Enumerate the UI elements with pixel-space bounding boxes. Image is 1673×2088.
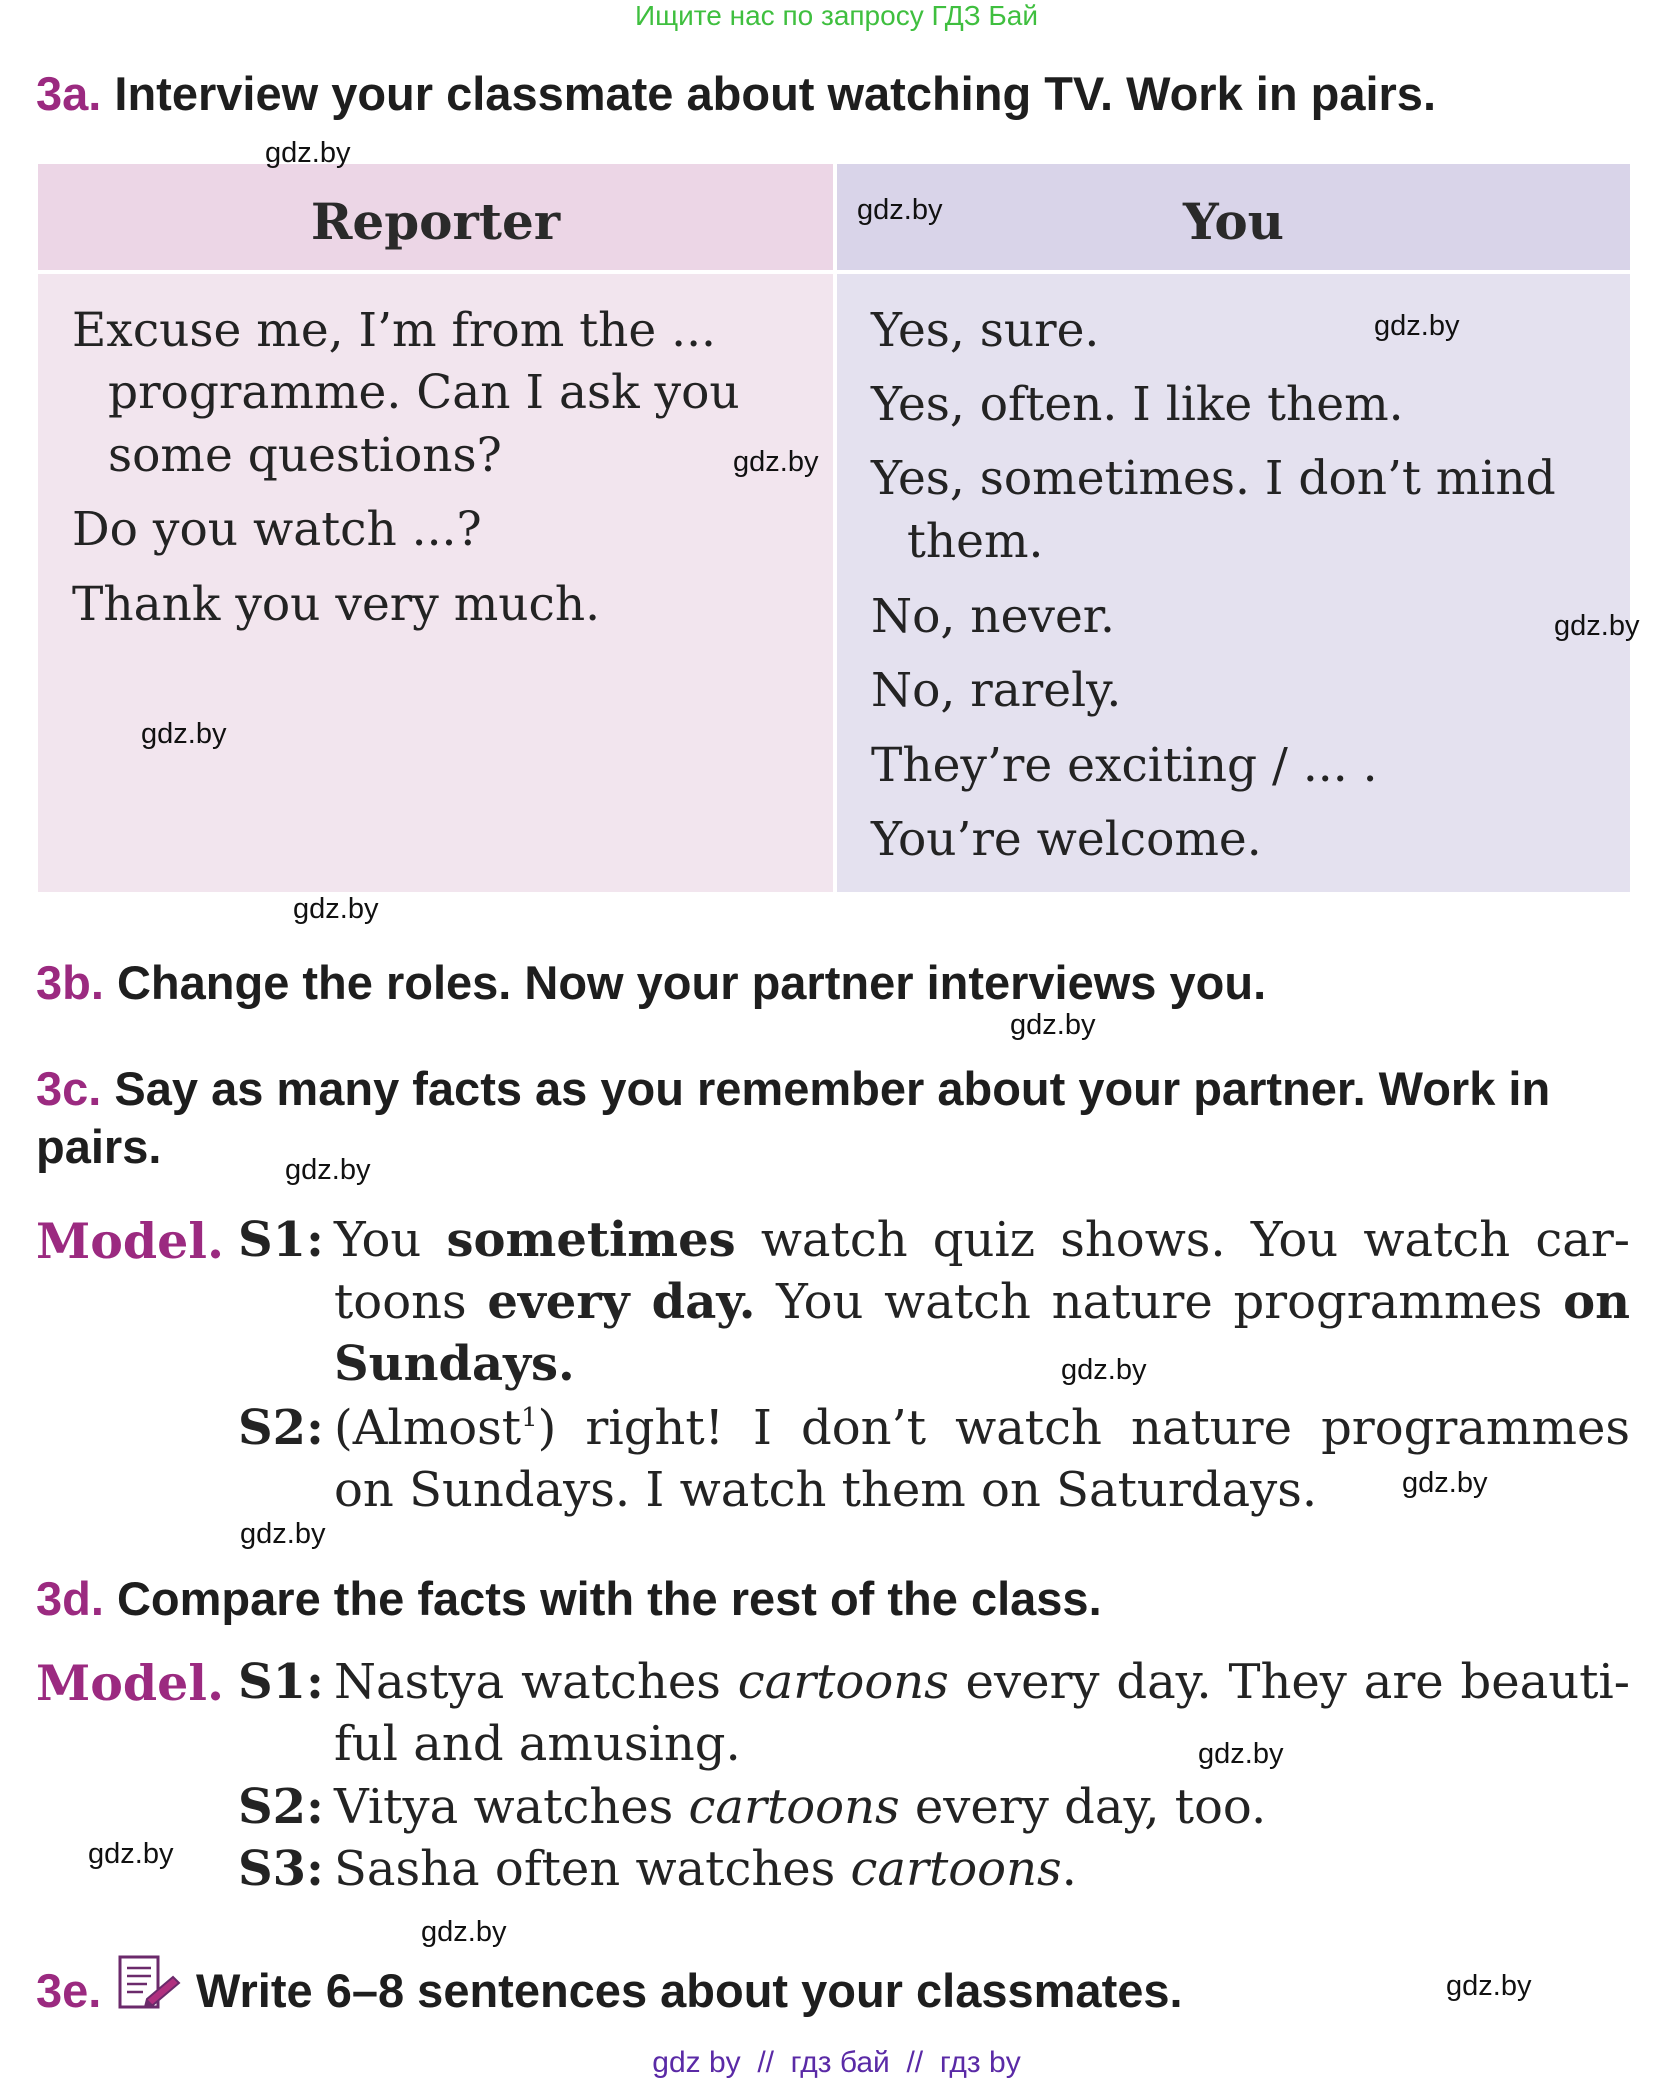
exercise-instruction: Change the roles. Now your partner interviews you. [116,956,1267,1009]
you-line: Yes, sometimes. I don’t mind [871,451,1556,506]
exercise-number: 3d. [36,1572,104,1625]
you-header-cell [837,164,1630,270]
exercise-number: 3b. [36,956,104,1009]
speaker-s1: S1: [238,1654,324,1710]
watermark: gdz.by [1374,310,1460,342]
watermark: gdz.by [265,137,351,169]
reporter-header: Reporter [310,192,561,251]
model-label: Model. [36,1654,225,1712]
reporter-line: some questions? [108,428,502,483]
model1-s2-line2: on Sundays. I watch them on Saturdays. [334,1462,1318,1518]
model2-s1-line1: Nastya watches cartoons every day. They are beauti- [334,1654,1630,1710]
model1-s1-line2: toons every day. You watch nature programmes on [334,1274,1631,1330]
model2-s3-line: Sasha often watches cartoons. [334,1841,1077,1897]
you-line: No, rarely. [871,663,1122,718]
you-line: Yes, sure. [871,303,1100,358]
model-label: Model. [36,1212,225,1270]
you-header: You [1182,192,1285,251]
watermark: gdz.by [1402,1467,1488,1499]
exercise-instruction: Write 6–8 sentences about your classmates. [196,1964,1183,2017]
you-line: They’re exciting / ... . [871,738,1378,793]
exercise-3a-heading [36,66,1436,121]
model1-s1-line3: Sundays. [334,1336,575,1392]
exercise-number: 3c. [36,1062,102,1115]
watermark: gdz.by [293,893,379,925]
speaker-s1: S1: [238,1212,324,1268]
watermark: gdz.by [88,1838,174,1870]
exercise-3c-heading [36,1061,1550,1116]
watermark: gdz.by [1554,610,1640,642]
speaker-s2: S2: [238,1400,324,1456]
top-banner: Ищите нас по запросу ГДЗ Бай [634,0,1039,31]
watermark: gdz.by [421,1916,507,1948]
model2-s1-line2: ful and amusing. [334,1716,741,1772]
exercise-instruction: Say as many facts as you remember about your partner. Work in [114,1062,1551,1115]
exercise-instruction-continued: pairs. [36,1120,162,1173]
reporter-line: Excuse me, I’m from the ... [72,303,716,358]
watermark: gdz.by [240,1518,326,1550]
watermark: gdz.by [733,446,819,478]
watermark: gdz.by [1446,1970,1532,2002]
bottom-banner: gdz by // гдз бай // гдз by [652,2046,1021,2079]
model2-s2-line: Vitya watches cartoons every day, too. [334,1779,1267,1835]
exercise-3d-heading [36,1571,1102,1626]
model1-s1-line1: You sometimes watch quiz shows. You watch car- [334,1212,1630,1268]
reporter-header-cell [38,164,833,270]
watermark: gdz.by [141,718,227,750]
speaker-s2: S2: [238,1779,324,1835]
watermark: gdz.by [1198,1738,1284,1770]
exercise-3b-heading [36,955,1266,1010]
you-line: You’re welcome. [871,812,1262,867]
watermark: gdz.by [857,194,943,226]
exercise-number: 3a. [36,67,102,120]
reporter-line: Thank you very much. [72,577,601,632]
you-line: No, never. [871,589,1115,644]
you-column [837,274,1630,892]
model1-s2-line1: (Almost$^1$) right! I don’t watch nature programmes [334,1400,1630,1456]
exercise-3e-number: 3e. [36,1964,102,2017]
notebook-pencil-icon [117,1953,181,2013]
you-line: them. [907,514,1044,569]
exercise-instruction: Compare the facts with the rest of the class. [116,1572,1102,1625]
reporter-line: programme. Can I ask you [108,365,740,420]
watermark: gdz.by [285,1154,371,1186]
reporter-line: Do you watch ...? [72,502,482,557]
you-line: Yes, often. I like them. [871,377,1404,432]
exercise-instruction: Interview your classmate about watching TV. Work in pairs. [114,67,1437,120]
speaker-s3: S3: [238,1841,324,1897]
watermark: gdz.by [1010,1009,1096,1041]
watermark: gdz.by [1061,1354,1147,1386]
